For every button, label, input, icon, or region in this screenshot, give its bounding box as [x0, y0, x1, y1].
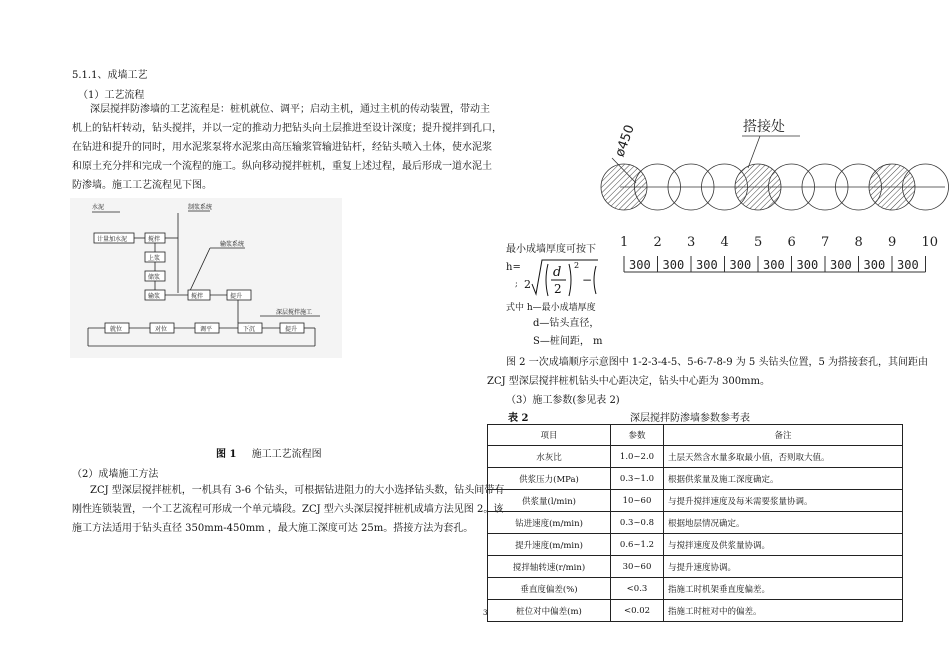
svg-text:储浆: 储浆 [148, 274, 161, 281]
svg-text:搅拌: 搅拌 [191, 293, 204, 300]
table-header: 项目 [488, 425, 611, 446]
svg-text:2: 2 [574, 261, 580, 270]
dimension-label: 300 [863, 258, 886, 272]
formula-h: h= [506, 262, 521, 273]
overlap-diagram [600, 98, 950, 298]
param-value-cell: 0.3~1.0 [611, 468, 664, 490]
figure1-caption: 图 1 施工工艺流程图 [216, 449, 322, 460]
param-note-cell: 与提升速度协调。 [664, 556, 903, 578]
dimension-label: 300 [796, 258, 819, 272]
parameter-table [487, 424, 903, 622]
bore-hole-number: 8 [854, 235, 863, 250]
table-label: 表 2 [508, 413, 529, 424]
para1-line: 和原土充分拌和完成一个流程的施工。纵向移动搅拌桩机，重复上述过程，最后形成一道水泥土 [72, 161, 492, 172]
param-note-cell: 根据供浆量及施工深度确定。 [664, 468, 903, 490]
figure2-desc-line1: 图 2 一次成墙顺序示意图中 1-2-3-4-5、5-6-7-8-9 为 5 头钻头位置，5 为搭接套孔，其间距由 [506, 357, 928, 368]
para2-line: 刚性连锁装置，一个工艺流程可形成一个单元墙段。ZCJ 型六头深层搅拌桩机成墙方法见图 2。该 [72, 504, 504, 515]
table-row [488, 600, 903, 622]
svg-text:输浆: 输浆 [148, 293, 161, 300]
bore-hole-number: 4 [720, 235, 729, 250]
subsection-process-flow: （1）工艺流程 [78, 90, 145, 101]
method-paragraph [72, 481, 505, 538]
table-row [488, 512, 903, 534]
param-note-cell: 与提升搅拌速度及每米需要浆量协调。 [664, 490, 903, 512]
bore-hole-number: 2 [653, 235, 662, 250]
dimension-label: 300 [696, 258, 718, 272]
definition-s: S—桩间距， m [533, 336, 603, 347]
param-value-cell: 10~60 [611, 490, 664, 512]
para1-line: 防渗墙。施工工艺流程见下图。 [72, 180, 212, 191]
page-number: 3 [483, 609, 488, 617]
bore-hole-number: 3 [687, 235, 696, 250]
bore-hole-number: 9 [888, 235, 897, 250]
param-item-cell: 搅拌轴转速(r/min) [488, 556, 611, 578]
svg-text:2: 2 [524, 278, 531, 291]
para1-line: 机上的钻杆转动，钻头搅拌，并以一定的推动力把钻头向土层推进至设计深度；提升搅拌到孔口， [72, 123, 502, 134]
param-item-cell: 垂直度偏差(%) [488, 578, 611, 600]
subsection-params: （3）施工参数(参见表 2) [506, 395, 620, 406]
dimension-label: 300 [763, 258, 785, 272]
table-row [488, 490, 903, 512]
svg-text:下沉: 下沉 [243, 326, 256, 333]
process-paragraph [72, 100, 502, 195]
svg-text:调平: 调平 [200, 326, 213, 333]
table-row [488, 578, 903, 600]
figure2-desc-line2: ZCJ 型深层搅拌桩机钻头中心距决定，钻头中心距为 300mm。 [487, 376, 771, 387]
table-header: 参数 [611, 425, 664, 446]
svg-text:就位: 就位 [110, 326, 123, 333]
param-note-cell: 根据地层情况确定。 [664, 512, 903, 534]
flow-label-system2: 输浆系统 [220, 241, 245, 248]
flow-label-water: 水泥 [92, 204, 105, 211]
table-header-row [488, 425, 903, 446]
param-note-cell: 指施工时桩对中的偏差。 [664, 600, 903, 622]
param-value-cell: 0.3~0.8 [611, 512, 664, 534]
svg-text:2: 2 [554, 282, 562, 296]
param-item-cell: 供浆量(l/min) [488, 490, 611, 512]
definition-d: d—钻头直径， [533, 318, 600, 329]
formula-where: 式中 h—最小成墙厚度 [506, 303, 596, 311]
table-row [488, 556, 903, 578]
bore-hole-number: 5 [754, 235, 763, 250]
svg-text:提升: 提升 [230, 293, 243, 300]
param-value-cell: 0.6~1.2 [611, 534, 664, 556]
param-note-cell: 与搅拌速度及供浆量协调。 [664, 534, 903, 556]
svg-text:d: d [553, 265, 562, 280]
dimension-label: 300 [897, 258, 919, 272]
table-header: 备注 [664, 425, 903, 446]
flow-label-system1: 制浆系统 [188, 204, 213, 211]
para1-line: 深层搅拌防渗墙的工艺流程是：桩机就位、调平；启动主机，通过主机的传动装置，带动主 [90, 104, 490, 115]
section-title: 5.1.1、成墙工艺 [72, 70, 148, 81]
para2-line: 施工方法适用于钻头直径 350mm-450mm ，最大施工深度可达 25m。搭接方法为套孔。 [72, 523, 474, 534]
bore-hole-number: 10 [921, 235, 939, 250]
svg-text:提升: 提升 [285, 326, 298, 333]
svg-text:搅拌: 搅拌 [148, 236, 161, 243]
table-row [488, 446, 903, 468]
dimension-label: 300 [830, 258, 852, 272]
svg-text:;: ; [515, 279, 518, 288]
process-flow-figure [70, 198, 342, 358]
param-note-cell: 土层天然含水量多取最小值，否则取大值。 [664, 446, 903, 468]
param-value-cell: <0.3 [611, 578, 664, 600]
para1-line: 在钻进和提升的同时，用水泥浆泵将水泥浆由高压输浆管输进钻杆，经钻头喷入土体，使水泥浆 [72, 142, 492, 153]
param-value-cell: 30~60 [611, 556, 664, 578]
param-item-cell: 水灰比 [488, 446, 611, 468]
formula-intro: 最小成墙厚度可按下 [506, 244, 596, 255]
param-item-cell: 钻进速度(m/min) [488, 512, 611, 534]
table-row [488, 534, 903, 556]
svg-text:对位: 对位 [155, 326, 168, 333]
bore-hole-number: 7 [821, 235, 830, 250]
param-item-cell: 供浆压力(MPa) [488, 468, 611, 490]
subsection-wall-method: （2）成墙施工方法 [72, 469, 159, 480]
svg-text:−: − [582, 273, 593, 287]
svg-text:上浆: 上浆 [148, 255, 161, 262]
bore-hole-number: 6 [787, 235, 796, 250]
param-value-cell: <0.02 [611, 600, 664, 622]
param-value-cell: 1.0~2.0 [611, 446, 664, 468]
dimension-label: 300 [629, 258, 651, 272]
table-row [488, 468, 903, 490]
svg-text:计量加水泥: 计量加水泥 [97, 236, 128, 243]
flow-label-unit: 深层搅拌施工 [276, 309, 313, 316]
table-title: 深层搅拌防渗墙参数参考表 [630, 413, 750, 424]
param-item-cell: 桩位对中偏差(m) [488, 600, 611, 622]
param-note-cell: 指施工时机架垂直度偏差。 [664, 578, 903, 600]
param-item-cell: 提升速度(m/min) [488, 534, 611, 556]
overlap-label: 搭接处 [743, 119, 785, 135]
bore-hole-number: 1 [620, 235, 629, 250]
dimension-label: 300 [729, 258, 752, 272]
para2-line: ZCJ 型深层搅拌桩机，一机具有 3-6 个钻头，可根据钻进阻力的大小选择钻头数，钻头间带有 [90, 485, 505, 496]
dimension-label: 300 [662, 258, 685, 272]
diameter-label: ø450 [612, 123, 638, 159]
